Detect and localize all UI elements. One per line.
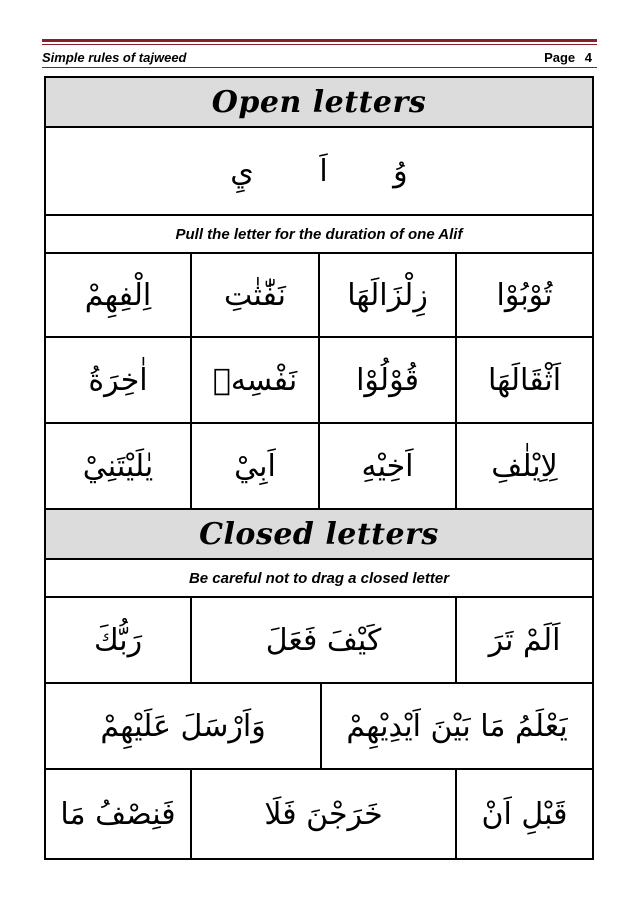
word-cell bbox=[46, 684, 320, 768]
word-cell bbox=[190, 254, 318, 336]
arabic-word: قُوْلُوْا bbox=[356, 362, 419, 398]
word-cell bbox=[455, 770, 592, 858]
word-cell bbox=[46, 598, 190, 682]
word-cell bbox=[455, 598, 592, 682]
word-cell bbox=[190, 770, 455, 858]
word-cell bbox=[455, 424, 592, 508]
word-cell bbox=[190, 338, 318, 422]
book-title: Simple rules of tajweed bbox=[42, 50, 187, 65]
arabic-word: اَثْقَالَهَا bbox=[487, 362, 562, 398]
closed-letters-heading-row bbox=[46, 510, 592, 560]
arabic-phrase: اَلَمْ تَرَ bbox=[488, 622, 561, 658]
page-number: Page 4 bbox=[544, 50, 592, 65]
closed-instruction: Be careful not to drag a closed letter bbox=[188, 569, 450, 587]
open-letters-title: Open letters bbox=[211, 84, 427, 120]
arabic-word: اَخِيْهِ bbox=[361, 448, 414, 484]
header-rule-thin bbox=[42, 44, 597, 45]
word-cell bbox=[46, 338, 190, 422]
closed-row-2 bbox=[46, 684, 592, 770]
closed-instruction-row bbox=[46, 560, 592, 598]
arabic-phrase: خَرَجْنَ فَلَا bbox=[264, 796, 383, 832]
word-cell bbox=[455, 338, 592, 422]
open-row-3 bbox=[46, 424, 592, 510]
open-letters-heading-row bbox=[46, 78, 592, 128]
word-cell bbox=[320, 684, 592, 768]
word-cell bbox=[190, 598, 455, 682]
open-row-2 bbox=[46, 338, 592, 424]
word-cell bbox=[46, 770, 190, 858]
word-cell bbox=[46, 254, 190, 336]
arabic-phrase: رَبُّكَ bbox=[93, 622, 143, 658]
header-rule-thick bbox=[42, 39, 597, 42]
arabic-phrase: قَبْلِ اَنْ bbox=[481, 796, 568, 832]
closed-letters-title: Closed letters bbox=[199, 516, 439, 552]
word-cell bbox=[46, 424, 190, 508]
lesson-table bbox=[44, 76, 594, 860]
arabic-phrase: وَاَرْسَلَ عَلَيْهِمْ bbox=[100, 708, 266, 744]
word-cell bbox=[190, 424, 318, 508]
arabic-word: زِلْزَالَهَا bbox=[347, 277, 428, 313]
closed-row-3 bbox=[46, 770, 592, 858]
arabic-word: اٰخِرَةُ bbox=[88, 362, 148, 398]
open-instruction: Pull the letter for the duration of one Alif bbox=[175, 225, 463, 243]
closed-row-1 bbox=[46, 598, 592, 684]
arabic-phrase: فَنِصْفُ مَا bbox=[60, 796, 176, 832]
arabic-word: يٰلَيْتَنِيْ bbox=[82, 448, 154, 484]
word-cell bbox=[318, 338, 455, 422]
arabic-phrase: كَيْفَ فَعَلَ bbox=[265, 622, 382, 658]
word-cell bbox=[455, 254, 592, 336]
arabic-word: تُوْبُوْا bbox=[496, 277, 553, 313]
harakat-examples: وُ اَ يِ bbox=[230, 153, 408, 189]
arabic-phrase: يَعْلَمُ مَا بَيْنَ اَيْدِيْهِمْ bbox=[346, 708, 568, 744]
open-row-1 bbox=[46, 254, 592, 338]
word-cell bbox=[318, 424, 455, 508]
arabic-word: نَفْسِهٖ bbox=[212, 362, 298, 398]
header-rule-bottom bbox=[42, 67, 597, 68]
arabic-word: اِلْفِهِمْ bbox=[84, 277, 152, 313]
word-cell bbox=[318, 254, 455, 336]
arabic-word: اَبِيْ bbox=[234, 448, 276, 484]
open-instruction-row bbox=[46, 216, 592, 254]
arabic-word: نَفّٰثٰتِ bbox=[223, 277, 287, 313]
arabic-word: لِاِيْلٰفِ bbox=[491, 448, 558, 484]
harakat-row bbox=[46, 128, 592, 216]
